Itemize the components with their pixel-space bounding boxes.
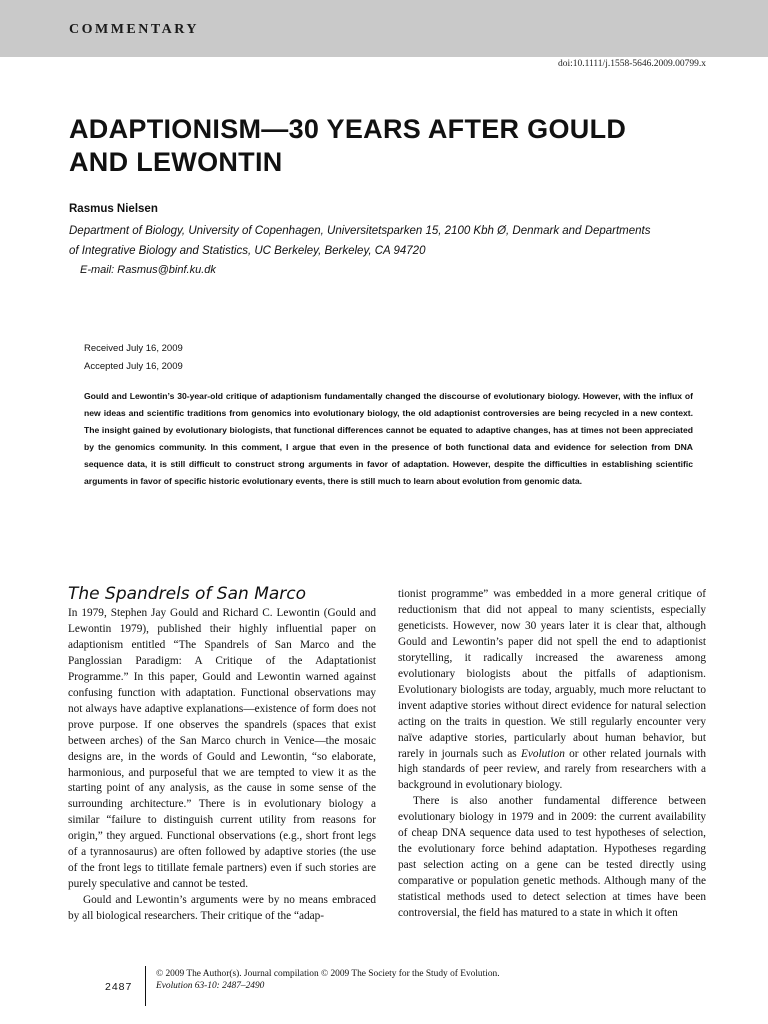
body-paragraph: In 1979, Stephen Jay Gould and Richard C. Lewontin (Gould and Lewontin 1979), published their highly influential paper on adaptionism entitled “The Spandrels of San Marco and the Panglossian Paradigm: A Critique of the Adaptationist Programme.” In this paper, Gould and Lewontin warned against confusing function with adaptation. Functional observations may not always have adaptive explanations—existence of form does not prove purpose. If one observes the spandrels (spaces that exist between arches) of the San Marco church in Venice—the mosaic designs are, in the words of Gould and Lewontin, “so elaborate, harmonious, and purposeful that we are tempted to view it as the starting point of any analysis, as the cause in some sense of the surrounding architecture.” There is in evolutionary biology a similar “failure to distinguish current utility from reasons for origin,” they argued. Functional observations (e.g., short front legs of a tyrannosaurus) are often followed by adaptive stories (the use of the front legs to titillate female partners) even if such stories are purely speculative and cannot be tested. bbox=[68, 607, 376, 891]
journal-citation-text: Evolution 63-10: 2487–2490 bbox=[156, 981, 265, 991]
title-line-2: AND LEWONTIN bbox=[69, 147, 283, 177]
paragraph-text: or other related journals with high standards of peer review, and rarely from researchers with a background in evolutionary biology. bbox=[398, 747, 706, 792]
paragraph-text: tionist programme” was embedded in a more general critique of reductionism that did not appeal to many scientists, especially geneticists. However, now 30 years later it is clear that, although Gould and Lewontin’s paper did not spell the end to adaptionist storytelling, it radically increased the awareness among evolutionary biologists about the pitfalls of adaptionism. Evolutionary biologists are today, arguably, much more reluctant to invent adaptive stories without direct evidence for natural selection acting on the traits in question. We still regularly encounter very naïve adaptive stories, particularly about human behavior, but rarely in journals such as bbox=[398, 588, 706, 760]
article-dates bbox=[84, 340, 183, 376]
copyright-notice: © 2009 The Author(s). Journal compilation © 2009 The Society for the Study of Evolution. bbox=[156, 969, 500, 979]
article-title bbox=[69, 113, 709, 179]
body-column-left bbox=[68, 583, 376, 925]
header-bar bbox=[0, 0, 768, 57]
author-name: Rasmus Nielsen bbox=[69, 203, 158, 215]
body-paragraph: There is also another fundamental difference between evolutionary biology in 1979 and in 2009: the current availability of cheap DNA sequence data used to test hypotheses of selection, the evolutionary force behind adaptation. Hypotheses regarding past selection acting on a gene can be tested directly using comparative or population genetic methods. Although many of the statistical methods used to detect selection at times have been controversial, the field has matured to a state in which it often bbox=[398, 795, 706, 920]
author-affiliation bbox=[69, 221, 709, 261]
body-paragraph: Gould and Lewontin’s arguments were by no means embraced by all biological researchers. Their critique of the “adap- bbox=[68, 894, 376, 923]
body-column-right bbox=[398, 587, 706, 922]
body-paragraph bbox=[398, 587, 706, 794]
abstract: Gould and Lewontin’s 30-year-old critique of adaptionism fundamentally changed the discourse of evolutionary biology. However, with the influx of new ideas and scientific traditions from genomics into evolutionary biology, the old adaptionist controversies are being recycled in a new context. The insight gained by evolutionary biologists, that functional differences cannot be equated to adaptive changes, has at times not been appreciated by the genomics community. In this comment, I argue that even in the presence of both functional data and evidence for selection from DNA sequence data, it is still difficult to construct strong arguments in favor of adaptation. However, despite the difficulties in establishing scientific arguments in favor of specific historic evolutionary events, there is still much to learn about evolution from genomic data. bbox=[84, 391, 693, 486]
received-date: Received July 16, 2009 bbox=[84, 343, 183, 354]
page-number: 2487 bbox=[105, 981, 133, 993]
affiliation-line-1: Department of Biology, University of Copenhagen, Universitetsparken 15, 2100 Kbh Ø, Denmark and Departments bbox=[69, 225, 651, 237]
section-label: COMMENTARY bbox=[69, 22, 200, 37]
author-email[interactable]: E-mail: Rasmus@binf.ku.dk bbox=[80, 264, 216, 276]
footer-text bbox=[156, 968, 500, 992]
journal-name: Evolution bbox=[520, 747, 565, 760]
journal-citation bbox=[156, 980, 500, 992]
title-line-1: ADAPTIONISM—30 YEARS AFTER GOULD bbox=[69, 114, 627, 144]
footer-divider bbox=[145, 966, 146, 1006]
doi-text[interactable]: doi:10.1111/j.1558-5646.2009.00799.x bbox=[557, 59, 706, 69]
section-heading: The Spandrels of San Marco bbox=[68, 584, 307, 604]
accepted-date: Accepted July 16, 2009 bbox=[84, 361, 183, 372]
affiliation-line-2: of Integrative Biology and Statistics, UC Berkeley, Berkeley, CA 94720 bbox=[69, 245, 426, 257]
